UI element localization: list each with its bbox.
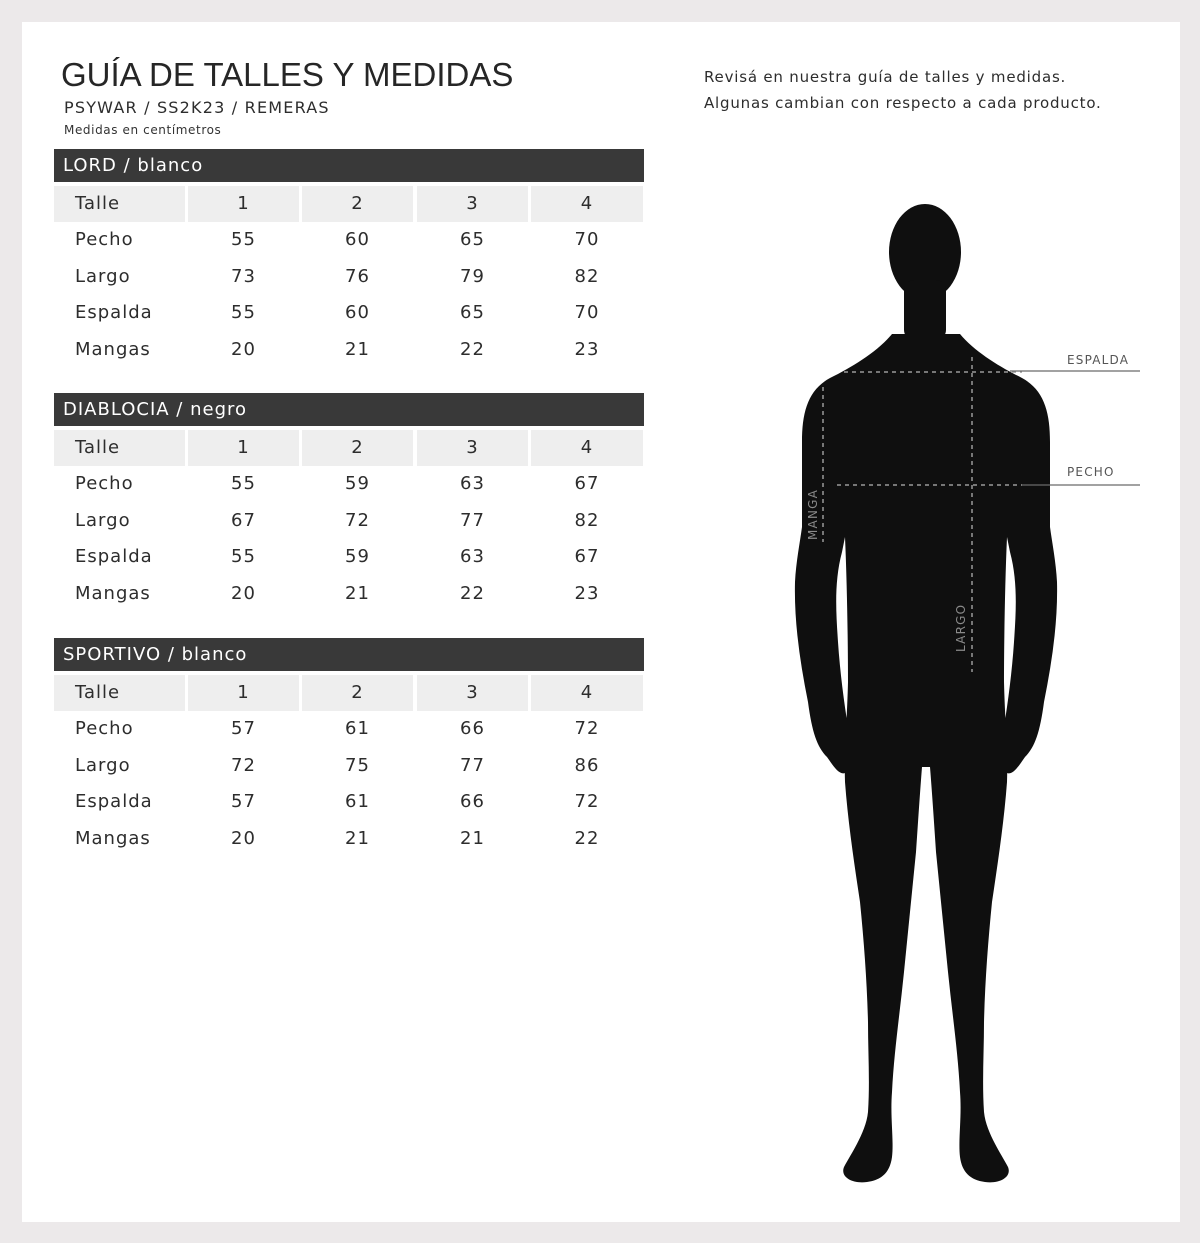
size-guide-page [22,22,1180,1222]
table-cell: 66 [460,791,485,812]
table-cell: 60 [345,302,370,323]
row-label: Espalda [75,302,153,323]
table-cell: 59 [345,473,370,494]
column-header: 3 [417,675,528,711]
row-label: Mangas [75,582,151,604]
table-cell: 55 [231,546,256,567]
column-header: 3 [417,186,528,222]
table-cell: 61 [345,791,370,812]
table-cell: 77 [460,754,485,776]
table-cell: 21 [345,582,370,604]
body-silhouette-figure [22,22,1180,1222]
table-cell: 57 [231,791,256,812]
table-cell: 21 [345,338,370,360]
column-header: Talle [54,675,185,711]
row-label: Mangas [75,338,151,360]
row-label: Espalda [75,791,153,812]
table-cell: 70 [574,302,600,323]
table-cell: 79 [460,265,485,287]
column-header: 2 [302,186,413,222]
table-cell: 23 [574,582,600,604]
column-header: 4 [531,675,643,711]
table-cell: 57 [231,718,256,739]
row-label: Largo [75,509,131,531]
table-title: DIABLOCIA / negro [54,393,644,426]
column-header: 1 [188,186,299,222]
table-cell: 77 [460,509,485,531]
table-cell: 21 [345,827,370,849]
units-note: Medidas en centímetros [64,123,222,137]
column-header: 4 [531,430,643,466]
row-label: Pecho [75,718,134,739]
table-cell: 22 [460,338,485,360]
table-cell: 55 [231,302,256,323]
pecho-label: PECHO [1067,465,1115,479]
row-label: Pecho [75,229,134,250]
table-cell: 59 [345,546,370,567]
manga-label: MANGA [806,488,820,540]
table-cell: 86 [574,754,600,776]
table-cell: 70 [574,229,600,250]
table-cell: 20 [231,582,256,604]
silhouette [795,204,1057,1182]
table-cell: 20 [231,827,256,849]
table-cell: 65 [460,229,485,250]
table-cell: 72 [574,791,600,812]
table-cell: 72 [345,509,370,531]
table-cell: 55 [231,473,256,494]
table-cell: 21 [460,827,485,849]
table-cell: 61 [345,718,370,739]
table-cell: 72 [574,718,600,739]
table-cell: 60 [345,229,370,250]
row-label: Largo [75,754,131,776]
column-header: 2 [302,430,413,466]
table-cell: 67 [574,546,600,567]
column-header: 2 [302,675,413,711]
column-header: 4 [531,186,643,222]
row-label: Espalda [75,546,153,567]
table-cell: 67 [231,509,256,531]
page-title: GUÍA DE TALLES Y MEDIDAS [61,56,514,93]
column-header: Talle [54,186,185,222]
table-cell: 65 [460,302,485,323]
table-cell: 67 [574,473,600,494]
row-label: Pecho [75,473,134,494]
table-title: LORD / blanco [54,149,644,182]
table-cell: 66 [460,718,485,739]
table-cell: 82 [574,265,600,287]
table-cell: 76 [345,265,370,287]
column-header: Talle [54,430,185,466]
row-label: Largo [75,265,131,287]
table-cell: 73 [231,265,256,287]
info-note-line-2: Algunas cambian con respecto a cada producto. [704,94,1102,112]
row-label: Mangas [75,827,151,849]
espalda-label: ESPALDA [1067,353,1130,367]
table-cell: 63 [460,546,485,567]
table-title: SPORTIVO / blanco [54,638,644,671]
table-cell: 20 [231,338,256,360]
column-header: 1 [188,430,299,466]
table-cell: 22 [574,827,600,849]
table-cell: 75 [345,754,370,776]
table-cell: 55 [231,229,256,250]
table-cell: 72 [231,754,256,776]
info-note-line-1: Revisá en nuestra guía de talles y medidas. [704,68,1067,86]
collection-subtitle: PSYWAR / SS2K23 / REMERAS [64,98,330,117]
table-cell: 22 [460,582,485,604]
largo-label: LARGO [954,603,968,652]
table-cell: 82 [574,509,600,531]
column-header: 3 [417,430,528,466]
column-header: 1 [188,675,299,711]
table-cell: 23 [574,338,600,360]
table-cell: 63 [460,473,485,494]
